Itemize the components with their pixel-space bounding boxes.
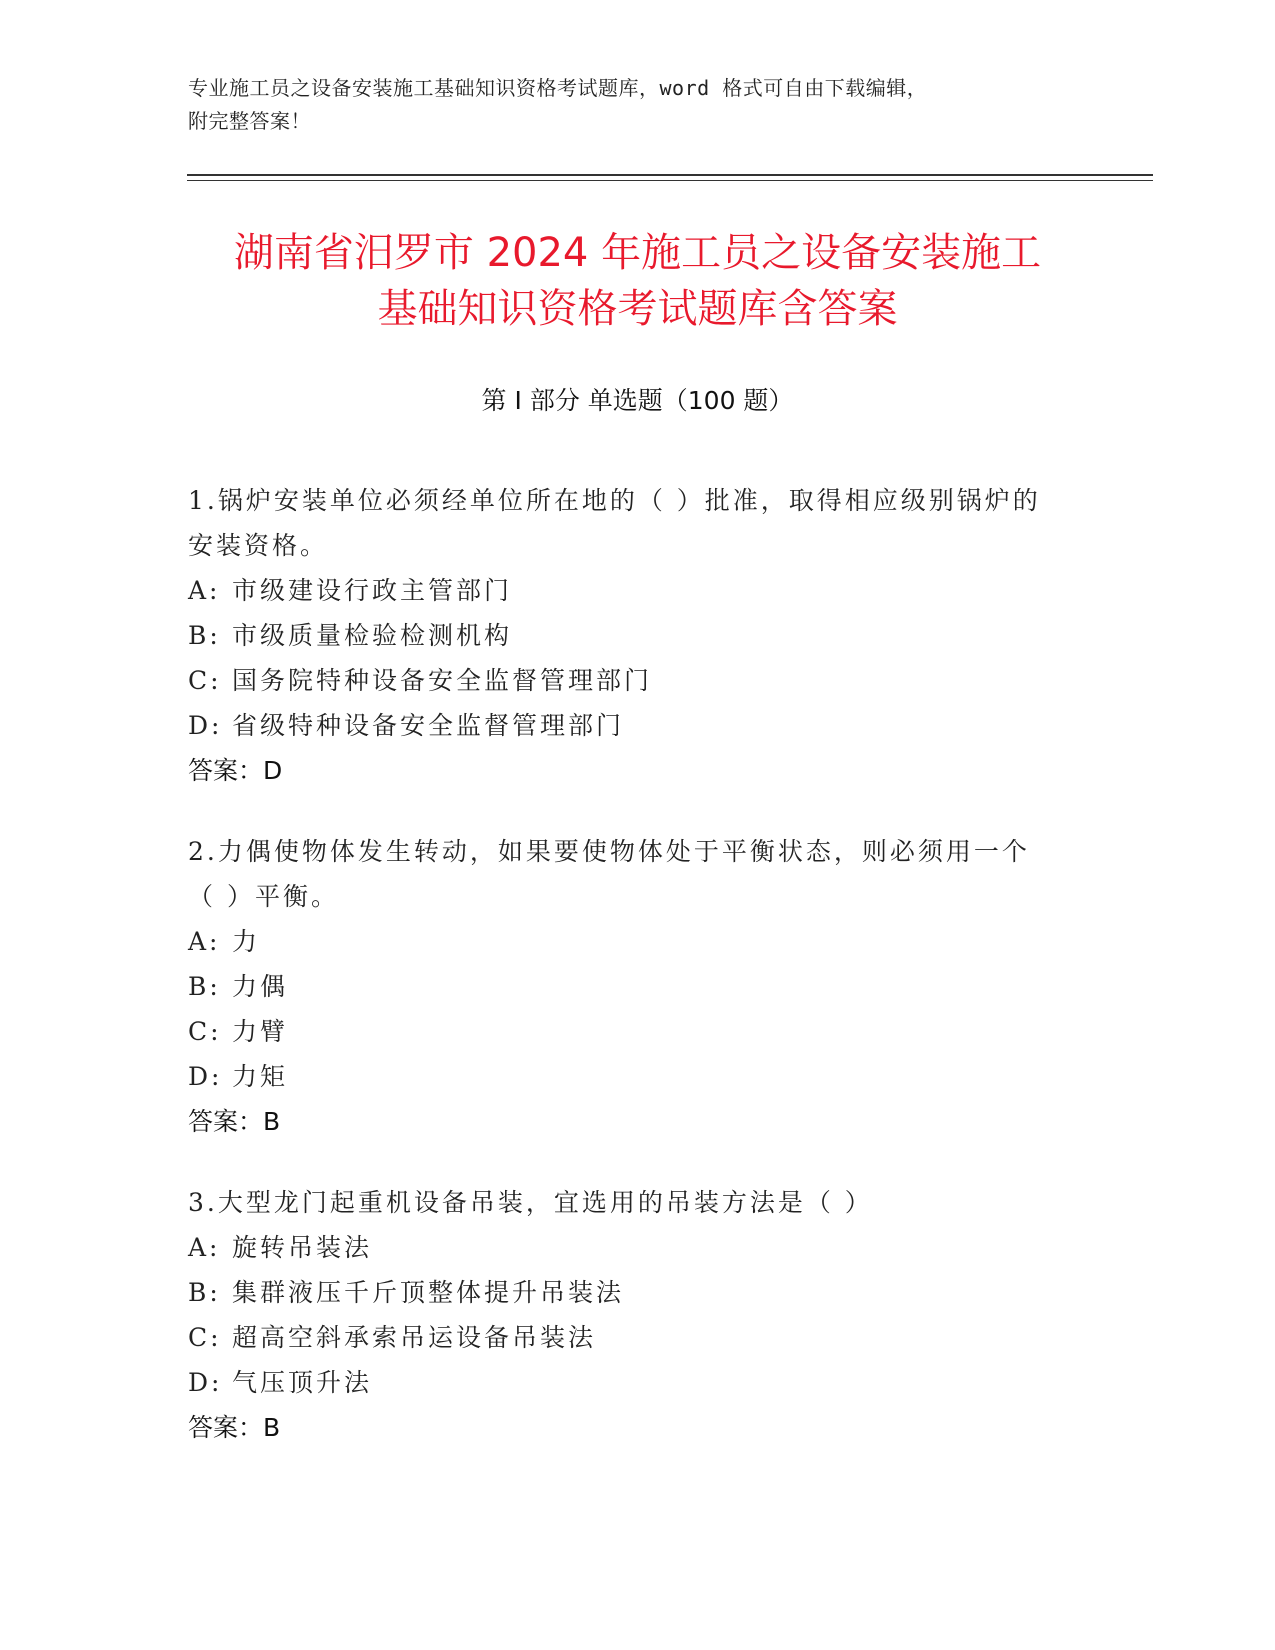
question-3 — [188, 1180, 1088, 1450]
header-note — [188, 72, 1088, 138]
option-letter: A: — [188, 576, 221, 605]
option-c — [188, 1315, 1088, 1360]
option-b — [188, 1270, 1088, 1315]
option-text: 市级建设行政主管部门 — [232, 576, 513, 605]
document-title-line1: 湖南省汨罗市 2024 年施工员之设备安装施工 — [233, 230, 1042, 276]
header-rule-thin — [187, 180, 1153, 181]
option-text: 国务院特种设备安全监督管理部门 — [232, 666, 653, 695]
option-c — [188, 658, 1088, 703]
document-title — [100, 225, 1175, 337]
option-letter: D: — [188, 1062, 223, 1091]
option-letter: A: — [188, 927, 221, 956]
option-text: 旋转吊装法 — [232, 1233, 373, 1262]
option-b — [188, 964, 1088, 1009]
option-letter: C: — [188, 1017, 222, 1046]
question-list — [188, 478, 1088, 1486]
option-text: 集群液压千斤顶整体提升吊装法 — [232, 1278, 625, 1307]
option-letter: B: — [188, 1278, 221, 1307]
document-title-line2: 基础知识资格考试题库含答案 — [377, 286, 898, 332]
question-stem: 3.大型龙门起重机设备吊装，宜选用的吊装方法是（ ） — [188, 1188, 873, 1217]
answer: 答案：B — [188, 1413, 281, 1442]
header-note-line2: 附完整答案！ — [188, 109, 311, 133]
option-text: 力 — [232, 927, 261, 956]
section-heading: 第 I 部分 单选题（100 题） — [481, 386, 794, 415]
question-1 — [188, 478, 1088, 793]
option-text: 省级特种设备安全监督管理部门 — [232, 711, 625, 740]
answer: 答案：D — [188, 756, 283, 785]
option-letter: A: — [188, 1233, 221, 1262]
header-rule-thick — [187, 174, 1153, 176]
option-text: 力臂 — [232, 1017, 289, 1046]
option-d — [188, 1054, 1088, 1099]
option-letter: B: — [188, 621, 221, 650]
option-text: 市级质量检验检测机构 — [232, 621, 513, 650]
option-letter: D: — [188, 711, 223, 740]
question-stem-continued: 安装资格。 — [188, 531, 329, 560]
option-text: 气压顶升法 — [232, 1368, 373, 1397]
option-a — [188, 568, 1088, 613]
option-a — [188, 919, 1088, 964]
option-letter: C: — [188, 1323, 222, 1352]
option-text: 力矩 — [232, 1062, 289, 1091]
option-letter: D: — [188, 1368, 223, 1397]
question-stem: 2.力偶使物体发生转动，如果要使物体处于平衡状态，则必须用一个 — [188, 837, 1030, 866]
question-2 — [188, 829, 1088, 1144]
option-d — [188, 1360, 1088, 1405]
question-stem-continued: （ ）平衡。 — [188, 882, 339, 911]
option-letter: C: — [188, 666, 222, 695]
header-note-line1: 专业施工员之设备安装施工基础知识资格考试题库，word 格式可自由下载编辑， — [188, 76, 928, 100]
option-text: 超高空斜承索吊运设备吊装法 — [232, 1323, 597, 1352]
option-letter: B: — [188, 972, 221, 1001]
option-a — [188, 1225, 1088, 1270]
option-c — [188, 1009, 1088, 1054]
option-text: 力偶 — [232, 972, 289, 1001]
option-b — [188, 613, 1088, 658]
answer: 答案：B — [188, 1107, 281, 1136]
question-stem: 1.锅炉安装单位必须经单位所在地的（ ）批准，取得相应级别锅炉的 — [188, 486, 1041, 515]
option-d — [188, 703, 1088, 748]
